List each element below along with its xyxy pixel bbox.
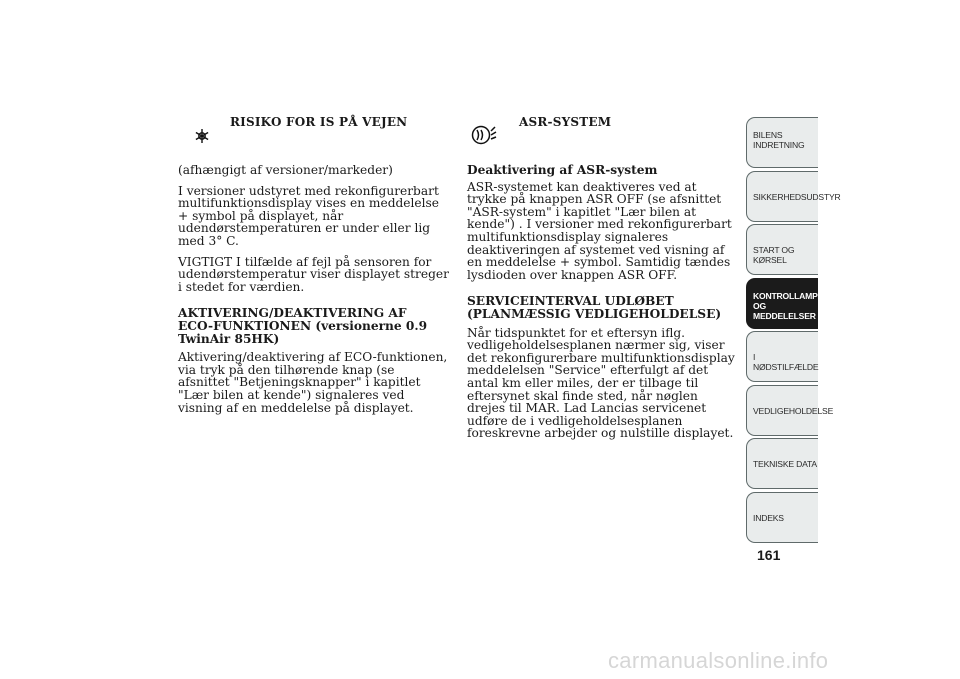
watermark: carmanualsonline.info	[608, 648, 829, 673]
chapter-tabs	[746, 117, 841, 545]
ice-warning-header	[178, 112, 450, 164]
paragraph: VIGTIGT I tilfælde af fejl på sensoren for udendørstemperatur viser displayet streger i stedet for værdien.	[178, 254, 449, 294]
ice-warning-title: RISIKO FOR IS PÅ VEJEN	[230, 115, 408, 129]
asr-title: ASR-SYSTEM	[519, 115, 612, 129]
tab-label: START OG KØRSEL	[753, 245, 795, 265]
tab-tekniske-data[interactable]	[746, 438, 818, 489]
heading-line: ECO-FUNKTIONEN (versionerne 0.9 TwinAir 85HK)	[178, 318, 428, 346]
tab-sikkerhedsudstyr[interactable]	[746, 171, 841, 222]
paragraph: Når tidspunktet for et eftersyn iflg. vedligeholdelsesplanen nærmer sig, viser det rekonfigurerbare multifunktionsdisplay meddelelsen "Service" efterfulgt af det antal km eller miles, der er tilbage til eftersynet skal finde sted, når nøglen drejes til MAR. Lad Lancias servicenet udføre de i vedligeholdelsesplanen foreskrevne arbejder og nulstille displayet.	[467, 325, 735, 441]
tab-label: I NØDSTILFÆLDE	[753, 352, 819, 372]
left-column	[178, 112, 450, 422]
tab-label: VEDLIGEHOLDELSE	[753, 405, 834, 416]
tab-label: TEKNISKE DATA	[753, 459, 817, 469]
tab-i-nodstilfaelde[interactable]	[746, 331, 818, 382]
snowflake-icon	[194, 128, 210, 147]
paragraph: I versioner udstyret med rekonfigurerbart multifunktionsdisplay vises en meddelelse + symbol på displayet, når udendørstemperaturen er under eller lig med 3° C.	[178, 183, 439, 248]
page-number: 161	[757, 547, 781, 563]
tab-label: KONTROLLAMPER	[753, 290, 830, 301]
tab-label: INDRETNING	[753, 140, 805, 150]
asr-icon	[471, 124, 497, 149]
tab-label: SIKKERHEDSUDSTYR	[753, 191, 841, 202]
paragraph: (afhængigt af versioner/markeder)	[178, 163, 393, 177]
asr-header	[467, 112, 739, 164]
paragraph: Aktivering/deaktivering af ECO-funktionen, via tryk på den tilhørende knap (se afsnittet "Betjeningsknapper" i kapitlet "Lær bilen at kende") signaleres ved visning af en meddelelse på displayet.	[178, 350, 448, 415]
heading-line: AKTIVERING/DEAKTIVERING AF	[178, 306, 407, 321]
paragraph: ASR-systemet kan deaktiveres ved at trykke på knappen ASR OFF (se afsnittet "ASR-system" i kapitlet "Lær bilen at kende") . I versioner med rekonfigurerbart multifunktionsdisplay signaleres deaktiveringen af systemet ved visning af en meddelelse + symbol. Samtidig tændes lysdioden over knappen ASR OFF.	[467, 179, 732, 282]
right-column	[467, 112, 739, 448]
tab-label: OG MEDDELELSER	[753, 300, 816, 321]
tab-indeks[interactable]	[746, 492, 818, 543]
tab-bilens-indretning[interactable]	[746, 117, 818, 168]
tab-label: INDEKS	[753, 512, 784, 523]
tab-kontrollamper[interactable]	[746, 278, 830, 329]
tab-start-og-korsel[interactable]	[746, 224, 818, 275]
heading-line: (PLANMÆSSIG VEDLIGEHOLDELSE)	[467, 306, 722, 321]
service-interval-heading	[467, 295, 739, 320]
tab-vedligeholdelse[interactable]	[746, 385, 834, 436]
tab-label: BILENS	[753, 130, 783, 140]
eco-function-heading	[178, 307, 450, 345]
heading-line: SERVICEINTERVAL UDLØBET	[467, 294, 674, 309]
asr-subheading: Deaktivering af ASR-system	[467, 163, 658, 177]
